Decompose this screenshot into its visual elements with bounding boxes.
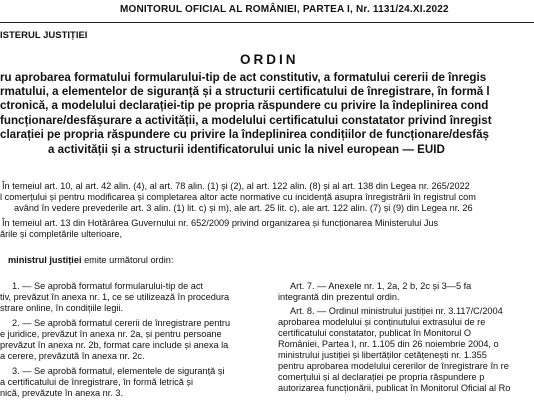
header-rule (0, 22, 534, 23)
article-line: a cerere, prevăzută în anexa nr. 2c. (0, 351, 145, 361)
title-line: clarației pe propria răspundere cu privire la îndeplinirea condițiilor de funcționare/desfăș (0, 128, 490, 141)
article-line: Art. 7. — Anexele nr. 1, 2a, 2 b, 2c și 3—5 fa (290, 281, 472, 291)
article-line: 1. — Se aprobă formatul formularului-tip de act (12, 281, 203, 291)
title-line: funcționare/desfășurare a activității, a modelului certificatului constatator privind înregist (0, 114, 492, 127)
article-line: strare online, în condițiile legii. (0, 303, 124, 313)
article-line: tiv, prevăzut în anexa nr. 1, ce se utilizează în procedura (0, 292, 230, 302)
article-line: 3. — Se aprobă formatul, elementele de siguranță și (12, 366, 225, 376)
gazette-header: MONITORUL OFICIAL AL ROMÂNIEI, PARTEA I, Nr. 1131/24.XI.2022 (120, 4, 449, 15)
article-line: ministrului justiției și libertăților cetățenești nr. 1.355 (278, 350, 487, 360)
title-line: ctronică, a modelului declarației-tip pe propria răspundere cu privire la îndeplinirea cond (0, 99, 489, 112)
issuing-ministry: ISTERUL JUSTIȚIEI (0, 30, 88, 41)
article-line: prevăzut în anexa nr. 2b, format care include și anexa la (0, 340, 229, 350)
preamble-line: ările și completările ulterioare, (0, 229, 123, 239)
preamble-line: având în vedere prevederile art. 3 alin. (1) lit. c) și m), ale art. 25 lit. c), ale art. 122 alin. (7) și (9) din Legea nr. 26 (14, 203, 473, 213)
preamble-line: l comerțului și pentru modificarea și completarea altor acte normative cu incidență asupra înregistrării în registrul com (0, 192, 476, 202)
article-line: autorizarea funcționării, publicat în Monitorul Oficial al Ro (278, 383, 511, 393)
emits-order-line (8, 255, 173, 266)
emits-text: emite următorul ordin: (81, 255, 174, 265)
article-line: României, Partea I, nr. 1.105 din 26 noiembrie 2004, o (278, 339, 499, 349)
article-line: 2. — Se aprobă formatul cererii de înregistrare pentru (12, 318, 231, 328)
title-line: a activității și a structurii identificatorului unic la nivel european — EUID (48, 143, 445, 156)
preamble-line: În temeiul art. 13 din Hotărârea Guvernului nr. 652/2009 privind organizarea și funcționarea Ministerului Jus (2, 218, 439, 228)
article-line: nică, prevăzute în anexa nr. 3. (0, 388, 124, 398)
title-line: rmatului, a elementelor de siguranță și a structurii certificatului de înregistrare, în formă l (0, 85, 490, 98)
article-line: pentru aprobarea modelului cererilor de înregistrare în re (278, 361, 509, 371)
title-line: ru aprobarea formatului formularului-tip de act constitutiv, a formatului cererii de înregis (0, 71, 487, 84)
article-line: a certificatului de înregistrare, în formă letrică și (0, 377, 194, 387)
minister-title: ministrul justiției (8, 255, 82, 265)
article-line: e juridice, prevăzut în anexa nr. 2a, și pentru persoane (0, 329, 222, 339)
article-line: integrantă din prezentul ordin. (278, 292, 400, 302)
document-type-heading: ORDIN (240, 52, 299, 67)
article-line: Art. 8. — Ordinul ministrului justiției nr. 3.117/C/2004 (290, 306, 503, 316)
article-line: certificatului constatator, publicat în Monitorul O (278, 328, 472, 338)
article-line: comerțului și al declarației pe propria răspundere p (278, 372, 485, 382)
preamble-line: În temeiul art. 10, al art. 42 alin. (4), al art. 78 alin. (1) și (2), al art. 122 alin. (8) și al art. 138 din Legea nr. 265/2022 (2, 181, 470, 191)
article-line: aprobarea modelului și conținutului extrasului de re (278, 317, 486, 327)
